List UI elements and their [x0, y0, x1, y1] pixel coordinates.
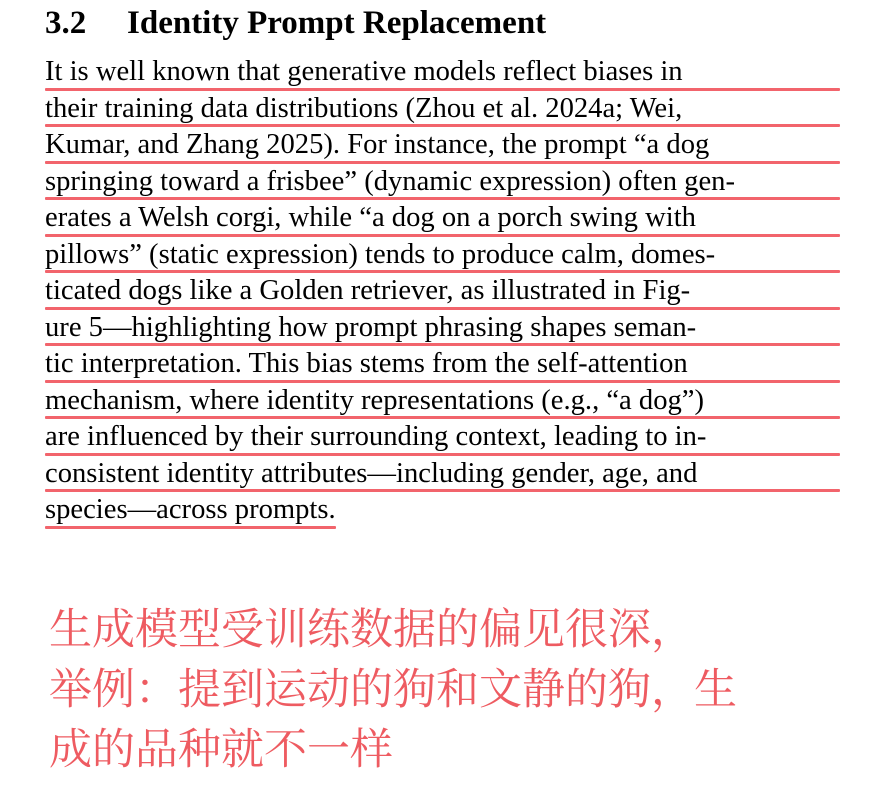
line-text: their training data distributions (Zhou et al. 2024a; Wei,: [45, 92, 683, 124]
section-title: Identity Prompt Replacement: [127, 5, 547, 41]
line-text: ticated dogs like a Golden retriever, as illustrated in Fig-: [45, 275, 691, 306]
paragraph-line[interactable]: [45, 127, 840, 164]
line-text: It is well known that generative models reflect biases in: [45, 56, 683, 87]
line-text: species—across prompts.: [45, 494, 336, 525]
paragraph-line[interactable]: [45, 54, 840, 91]
paragraph-line[interactable]: [45, 200, 840, 237]
line-text: ure 5—highlighting how prompt phrasing shapes seman-: [45, 311, 697, 343]
handwritten-annotation: [49, 600, 849, 780]
body-paragraph: [45, 54, 840, 529]
section-number: 3.2: [45, 5, 87, 41]
line-text: springing toward a frisbee” (dynamic expression) often gen-: [45, 165, 735, 197]
line-text: mechanism, where identity representations (e.g., “a dog”): [45, 384, 704, 416]
line-text: are influenced by their surrounding context, leading to in-: [45, 421, 707, 452]
paragraph-line[interactable]: [45, 419, 840, 456]
line-text: tic interpretation. This bias stems from the self-attention: [45, 348, 688, 379]
paragraph-line[interactable]: [45, 310, 840, 347]
line-text: consistent identity attributes—including gender, age, and: [45, 457, 698, 489]
paragraph-line[interactable]: [45, 383, 840, 420]
line-text: erates a Welsh corgi, while “a dog on a porch swing with: [45, 202, 696, 233]
paragraph-line[interactable]: [45, 91, 840, 128]
paragraph-line-last[interactable]: [45, 492, 336, 529]
line-text: pillows” (static expression) tends to produce calm, domes-: [45, 238, 716, 270]
line-text: Kumar, and Zhang 2025). For instance, the prompt “a dog: [45, 129, 710, 160]
annotation-line: 生成模型受训练数据的偏见很深，: [49, 605, 694, 655]
annotation-line: 举例：提到运动的狗和文静的狗，生: [49, 665, 737, 715]
paragraph-line[interactable]: [45, 164, 840, 201]
section-heading: [45, 2, 546, 44]
paragraph-line[interactable]: [45, 237, 840, 274]
paragraph-line[interactable]: [45, 456, 840, 493]
annotation-line: 成的品种就不一样: [49, 725, 393, 775]
highlight-underline: [45, 526, 336, 529]
paragraph-line[interactable]: [45, 346, 840, 383]
paragraph-line[interactable]: [45, 273, 840, 310]
